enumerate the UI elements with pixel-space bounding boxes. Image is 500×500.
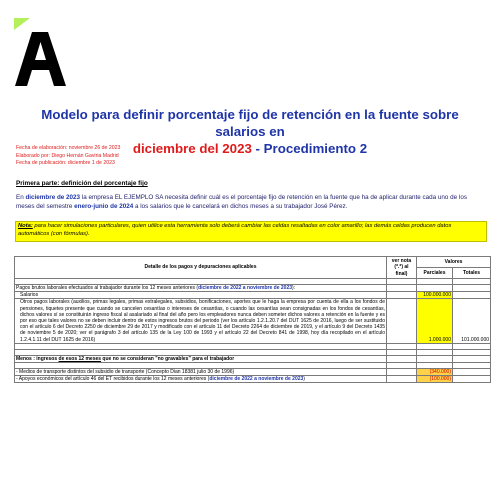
row-apoyos-value[interactable]: (100.000) [417, 376, 453, 383]
row-medios-value[interactable]: (340.000) [417, 369, 453, 376]
intro-text-3: a los salarios que le cancelará en dichos meses a su trabajador José Pérez. [133, 203, 348, 210]
table-row [15, 355, 491, 362]
row-salarios-value[interactable]: 100.000.000 [417, 292, 453, 299]
note-text: para hacer simulaciones particulares, quien utilice esta herramienta solo deberá cambiar las celdas resaltadas en color amarillo; las demás celdas producen datos automáticos (con fórmulas). [18, 223, 452, 237]
row-apoyos-c: ) [303, 376, 305, 383]
title-part3: - Procedimiento 2 [251, 141, 368, 156]
note-box [15, 221, 487, 242]
meta-elaboration-date: Fecha de elaboración: noviembre 26 de 2023 [16, 145, 121, 151]
row-apoyos-label [15, 376, 387, 383]
header-parciales: Parciales [417, 268, 453, 279]
row-apoyos-b: diciembre de 2022 a noviembre de 2023 [209, 376, 304, 383]
table-row [15, 299, 491, 343]
header-valores: Valores [417, 257, 491, 268]
row-pagos-end: ): [292, 285, 296, 291]
header-nota: ver nota (*.*) al final) [387, 257, 417, 279]
section-heading: Primera parte: definición del porcentaje fijo [16, 180, 148, 187]
title-date: diciembre del 2023 [132, 141, 252, 156]
intro-highlight-2: enero-junio de 2024 [74, 203, 134, 210]
row-pagos-period: diciembre de 2022 a noviembre de 2023 [198, 285, 293, 291]
row-menos-a: Menos : ingresos [16, 355, 59, 362]
note-label: Nota: [18, 223, 33, 229]
document-meta [16, 145, 120, 168]
row-menos-c: que no se consideran "no gravables" para el trabajador [101, 355, 235, 362]
intro-text-1: En [16, 194, 26, 201]
logo-icon [14, 18, 66, 86]
row-medios-label: - Medios de transporte distintos del subsidio de transporte (Concepto Dian 18381 julio 30 de 1996) [15, 369, 387, 376]
intro-highlight-1: diciembre de 2023 [25, 194, 81, 201]
table-row [15, 369, 491, 376]
meta-publication-date: Fecha de publicación: diciembre 1 de 2023 [16, 160, 115, 167]
row-pagos-brutos [15, 285, 387, 292]
title-part1: Modelo para definir porcentaje fijo de retención en la fuente sobre salarios en [41, 107, 459, 139]
meta-author: Elaborado por: Diego Hernán Gaviria Madrid [16, 152, 119, 159]
row-otros-pagos-value[interactable]: 1.000.000 [417, 299, 453, 343]
logo-accent-shape [14, 18, 30, 30]
header-totales: Totales [453, 268, 491, 279]
intro-paragraph [16, 193, 486, 211]
payments-table [14, 256, 491, 383]
header-detail: Detalle de los pagos y depuraciones aplicables [15, 257, 387, 279]
row-apoyos-a: - Apoyos económicos del artículo 46 del ET recibidos durante los 12 meses anteriores ( [16, 376, 210, 383]
row-pagos-text: Pagos brutos laborales efectuados al trabajador durante los 12 meses anteriores ( [16, 285, 199, 291]
row-menos-b: de esos 12 meses [58, 355, 102, 362]
row-menos-label [15, 355, 387, 362]
table-header-row [15, 257, 491, 268]
table-row [15, 292, 491, 299]
table-row [15, 376, 491, 383]
table-row [15, 285, 491, 292]
row-salarios-label: Salarios [15, 292, 387, 299]
intro-text-2: la empresa EL EJEMPLO SA necesita definir cuál es el porcentaje fijo de retención en la fuente que ha de aplicar durante cada uno de los meses del semestre [16, 194, 467, 210]
row-otros-pagos-label: Otros pagos laborales (auxilios, primas legales, primas extralegales, subsidios, bonificaciones, aportes que le haga la empresa por cuenta de ella a los fondos de pensiones, tiquetes presente que cuando se cancelen cesantías o intereses de cesantías, o cuando las cesantías sean consignadas en los fondos de cesantías, dichos valores sí se constituirán ingreso fiscal al asalariado al final del año pero los empleadores nunca deben someter dichos valores a retención en la fuente y es por eso que tales valores no se deben incluir dentro de estos ingresos brutos del periodo (ver los artículo 1.2.1.20.7 del DUT 1625 de 2016, luego de ser sustituido con el artículo 6 del Decreto 2250 de diciembre 29 de 2017 y modificado con el artículo 11 del Decreto 2264 de diciembre de 2019, y el artículo 9 del Decreto 1435 de noviembre 5 de 2020; ver el parágrafo 3 del artículo 135 de la Ley 100 de 1993 y el artículo 22 del Decreto 841 de 1998, hoy día recopilado en el artículo 1.2.4.1.11 del DUT 1625 de 2016) [15, 299, 387, 343]
row-otros-pagos-total: 101.000.000 [453, 299, 491, 343]
